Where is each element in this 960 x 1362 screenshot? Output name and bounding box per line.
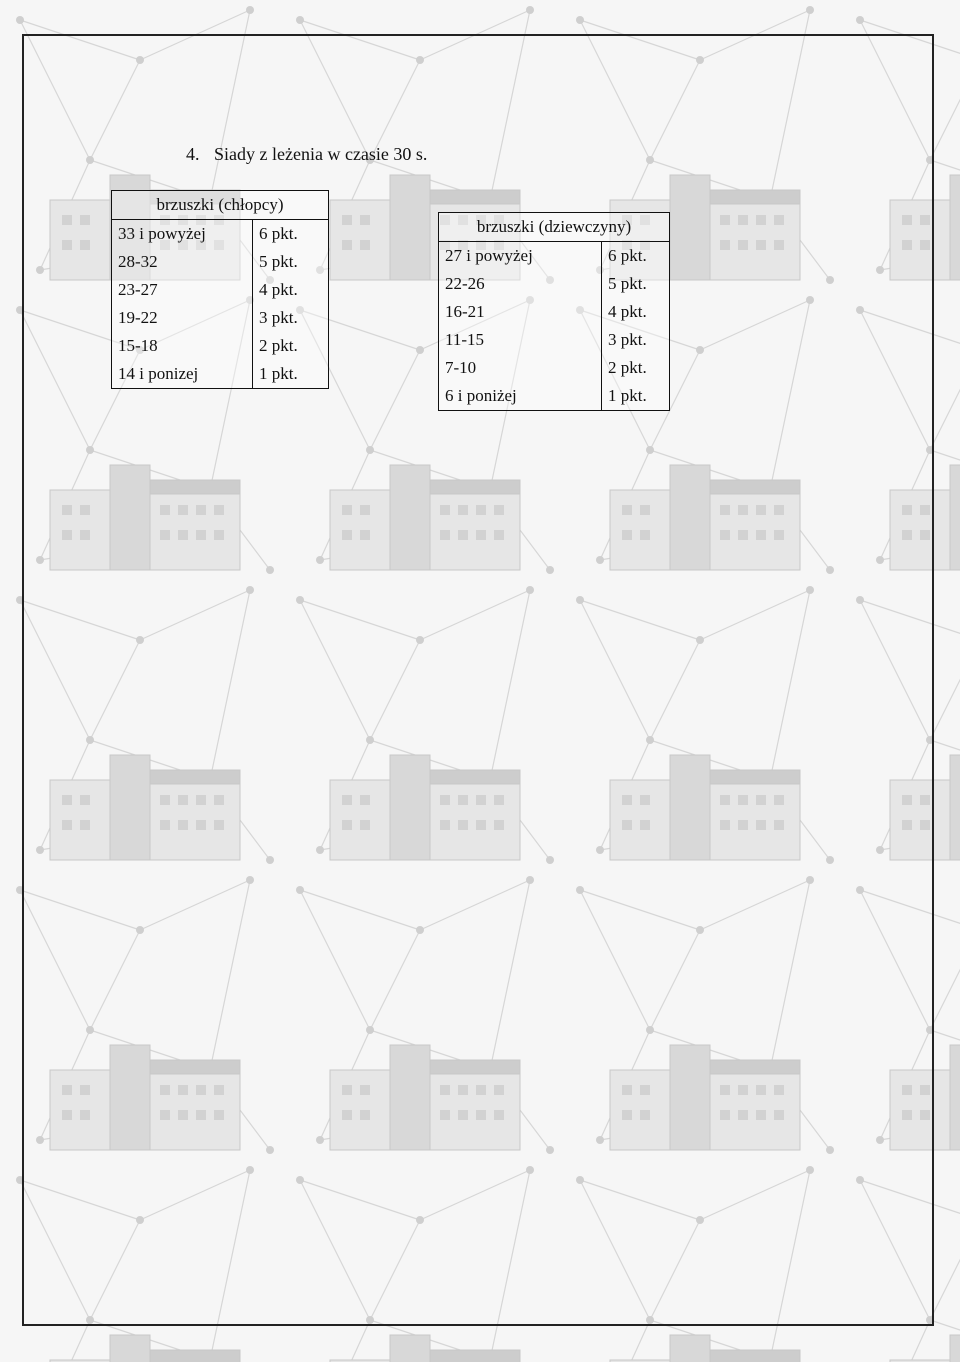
range-cell: 23-27 — [112, 276, 253, 304]
boys-score-table — [111, 190, 329, 389]
points-cell: 6 pkt. — [253, 220, 329, 249]
range-cell: 19-22 — [112, 304, 253, 332]
heading-number: 4. — [186, 144, 200, 164]
points-cell: 2 pkt. — [602, 354, 670, 382]
table-row — [112, 304, 329, 332]
table-row — [439, 382, 670, 411]
girls-score-table — [438, 212, 670, 411]
heading-text: Siady z leżenia w czasie 30 s. — [214, 144, 428, 164]
table-row — [112, 332, 329, 360]
range-cell: 14 i ponizej — [112, 360, 253, 389]
range-cell: 28-32 — [112, 248, 253, 276]
table-row — [439, 298, 670, 326]
table-row — [112, 248, 329, 276]
points-cell: 2 pkt. — [253, 332, 329, 360]
range-cell: 27 i powyżej — [439, 242, 602, 271]
range-cell: 11-15 — [439, 326, 602, 354]
points-cell: 3 pkt. — [602, 326, 670, 354]
girls-table-title: brzuszki (dziewczyny) — [439, 213, 670, 242]
points-cell: 6 pkt. — [602, 242, 670, 271]
section-heading — [186, 144, 427, 165]
table-row — [439, 326, 670, 354]
table-row — [112, 276, 329, 304]
range-cell: 6 i poniżej — [439, 382, 602, 411]
table-row — [112, 220, 329, 249]
range-cell: 7-10 — [439, 354, 602, 382]
points-cell: 1 pkt. — [602, 382, 670, 411]
range-cell: 33 i powyżej — [112, 220, 253, 249]
table-row — [439, 270, 670, 298]
points-cell: 5 pkt. — [602, 270, 670, 298]
points-cell: 1 pkt. — [253, 360, 329, 389]
points-cell: 5 pkt. — [253, 248, 329, 276]
range-cell: 22-26 — [439, 270, 602, 298]
table-row — [439, 354, 670, 382]
table-row — [112, 360, 329, 389]
range-cell: 15-18 — [112, 332, 253, 360]
points-cell: 3 pkt. — [253, 304, 329, 332]
points-cell: 4 pkt. — [253, 276, 329, 304]
range-cell: 16-21 — [439, 298, 602, 326]
points-cell: 4 pkt. — [602, 298, 670, 326]
boys-table-title: brzuszki (chłopcy) — [112, 191, 329, 220]
table-row — [439, 242, 670, 271]
